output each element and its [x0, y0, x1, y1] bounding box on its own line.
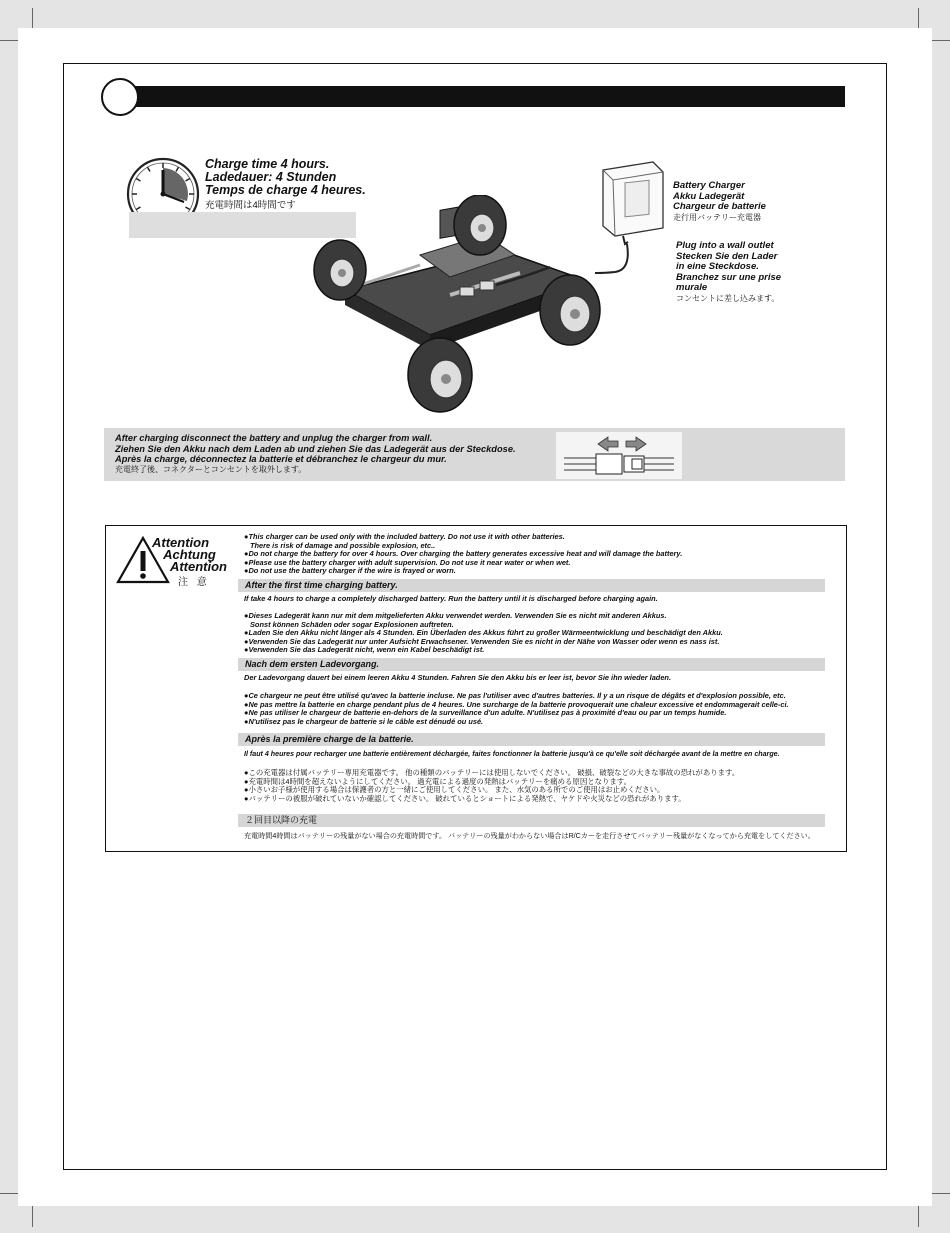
after-charging-text: [115, 433, 516, 475]
jp-subheading: ２回目以降の充電: [238, 814, 825, 827]
plug-fr-1: Branchez sur une prise: [676, 271, 782, 283]
crop-mark: [0, 40, 20, 41]
connector-disconnect-icon: [556, 432, 682, 479]
crop-mark: [930, 40, 950, 41]
section-header-bar: [118, 86, 845, 107]
en-warnings: [244, 533, 682, 576]
charger-label-fr: Chargeur de batterie: [673, 201, 766, 212]
plug-instruction: [676, 241, 781, 304]
after-charging-de: Ziehen Sie den Akku nach dem Laden ab und ziehen Sie das Ladegerät aus der Steckdose.: [115, 443, 516, 454]
fr-subheading: Après la première charge de la batterie.: [238, 733, 825, 746]
en-subheading: After the first time charging battery.: [238, 579, 825, 592]
jp-warning-item: ●この充電器は付属バッテリー専用充電器です。 他の種類のバッテリーには使用しないでください。 破損、破裂などの大きな事故の恐れがあります。: [244, 768, 740, 777]
jp-warning-item: ●充電時間は4時間を超えないようにしてください。 過充電による過度の発熱はバッテリーを痛める原因となります。: [244, 776, 631, 786]
de-warning-item: ●Verwenden Sie das Ladegerät nur unter Aufsicht Erwachsener. Verwenden Sie es nicht in der Nähe von Wasser oder wenn es nass ist.: [244, 636, 720, 646]
de-warning-item: ●Dieses Ladegerät kann nur mit dem mitgelieferten Akku verwendet werden. Verwenden Sie es nicht mit anderen Akkus.: [244, 611, 667, 620]
plug-de-2: in eine Steckdose.: [676, 261, 759, 272]
crop-mark: [918, 8, 919, 30]
crop-mark: [32, 8, 33, 30]
plug-fr-2: murale: [676, 282, 708, 293]
fr-note: Il faut 4 heures pour recharger une batterie entièrement déchargée, faites fonctionner la batterie jusqu'à ce qu'elle soit déchargée avant de la mettre en charge.: [244, 750, 780, 758]
de-warning-item: ●Verwenden Sie das Ladegerät nicht, wenn ein Kabel beschädigt ist.: [244, 645, 485, 655]
step-number-circle: [101, 78, 139, 116]
de-subheading: Nach dem ersten Ladevorgang.: [238, 658, 825, 671]
plug-de-1: Stecken Sie den Lader: [676, 250, 778, 262]
plug-jp: コンセントに差し込みます。: [676, 293, 780, 303]
de-note: Der Ladevorgang dauert bei einem leeren Akku 4 Stunden. Fahren Sie den Akku bis er leer ist, bevor Sie ihn wieder laden.: [244, 673, 672, 682]
charger-label-jp: 走行用バッテリー充電器: [673, 212, 761, 222]
jp-warning-item: ●小さいお子様が使用する場合は保護者の方と一緒にご使用してください。 また、水気のある所でのご使用はお止めください。: [244, 785, 665, 795]
fr-warnings: [244, 692, 789, 726]
en-warning-item: ●This charger can be used only with the included battery. Do not use it with other batteries.: [244, 532, 565, 541]
crop-mark: [930, 1193, 950, 1194]
charger-label-en: Battery Charger: [673, 180, 745, 191]
plug-en: Plug into a wall outlet: [676, 240, 774, 251]
charge-time-de: Ladedauer: 4 Stunden: [205, 170, 337, 184]
charge-time-jp: 充電時間は4時間です: [205, 200, 296, 211]
en-note: If take 4 hours to charge a completely discharged battery. Run the battery until it is discharged before charging again.: [244, 594, 658, 603]
fr-warning-item: ●Ne pas utiliser le chargeur de batterie en-dehors de la surveillance d'un adulte. N'utilisez pas à proximité d'eau ou par un temps humide.: [244, 708, 727, 718]
de-warning-item: ●Laden Sie den Akku nicht länger als 4 Stunden. Ein Überladen des Akkus führt zu großer Wärmeentwicklung und beschädigt den Akku.: [244, 628, 723, 638]
en-warning-item: ●Do not charge the battery for over 4 hours. Over charging the battery generates excessive heat and will damage the battery.: [244, 549, 683, 559]
en-warning-item: There is risk of damage and possible explosion, etc..: [250, 540, 436, 550]
rc-truck-illustration: [300, 195, 610, 415]
jp-note: 充電時間4時間はバッテリーの残量がない場合の充電時間です。 バッテリーの残量がわからない場合はR/Cカーを走行させてバッテリー残量がなくなってから充電をしてください。: [244, 832, 815, 840]
de-warnings: [244, 612, 723, 655]
charge-time-en: Charge time 4 hours.: [205, 157, 330, 171]
jp-warning-item: ●バッテリーの被服が破れていないか確認してください。 破れているとショートによる発熱で、ヤケドや火災などの恐れがあります。: [244, 793, 686, 803]
attention-de: Achtung: [163, 547, 216, 562]
charger-label-de: Akku Ladegerät: [673, 190, 745, 202]
after-charging-fr: Après la charge, déconnectez la batterie et débranchez le chargeur du mur.: [115, 454, 447, 464]
fr-warning-item: ●N'utilisez pas le chargeur de batterie si le câble est dénudé ou usé.: [244, 716, 484, 726]
en-warning-item: ●Please use the battery charger with adult supervision. Do not use it near water or when wet.: [244, 557, 571, 567]
fr-warning-item: ●Ne pas mettre la batterie en charge pendant plus de 4 heures. Une surcharge de la batterie provoquerait une chaleur excessive et endommagerait celle-ci.: [244, 699, 789, 709]
charge-time-fr: Temps de charge 4 heures.: [205, 183, 366, 197]
attention-title: [152, 537, 227, 573]
crop-mark: [32, 1205, 33, 1227]
charger-label: [673, 181, 766, 223]
battery-charger-illustration: [595, 160, 675, 310]
after-charging-jp: 充電終了後、コネクターとコンセントを取外します。: [115, 464, 307, 474]
attention-jp: 注 意: [178, 577, 210, 588]
fr-warning-item: ●Ce chargeur ne peut être utilisé qu'avec la batterie incluse. Ne pas l'utiliser avec d'autres batteries. Il y a un risque de dégâts et d'explosion possible, etc.: [244, 691, 786, 700]
en-warning-item: ●Do not use the battery charger if the wire is frayed or worn.: [244, 566, 456, 576]
after-charging-en: After charging disconnect the battery and unplug the charger from wall.: [115, 433, 433, 443]
attention-en: Attention: [152, 535, 210, 550]
jp-warnings: [244, 769, 739, 803]
crop-mark: [0, 1193, 20, 1194]
attention-fr: Attention: [169, 559, 227, 574]
de-warning-item: Sonst können Schäden oder sogar Explosionen auftreten.: [250, 619, 454, 629]
crop-mark: [918, 1205, 919, 1227]
